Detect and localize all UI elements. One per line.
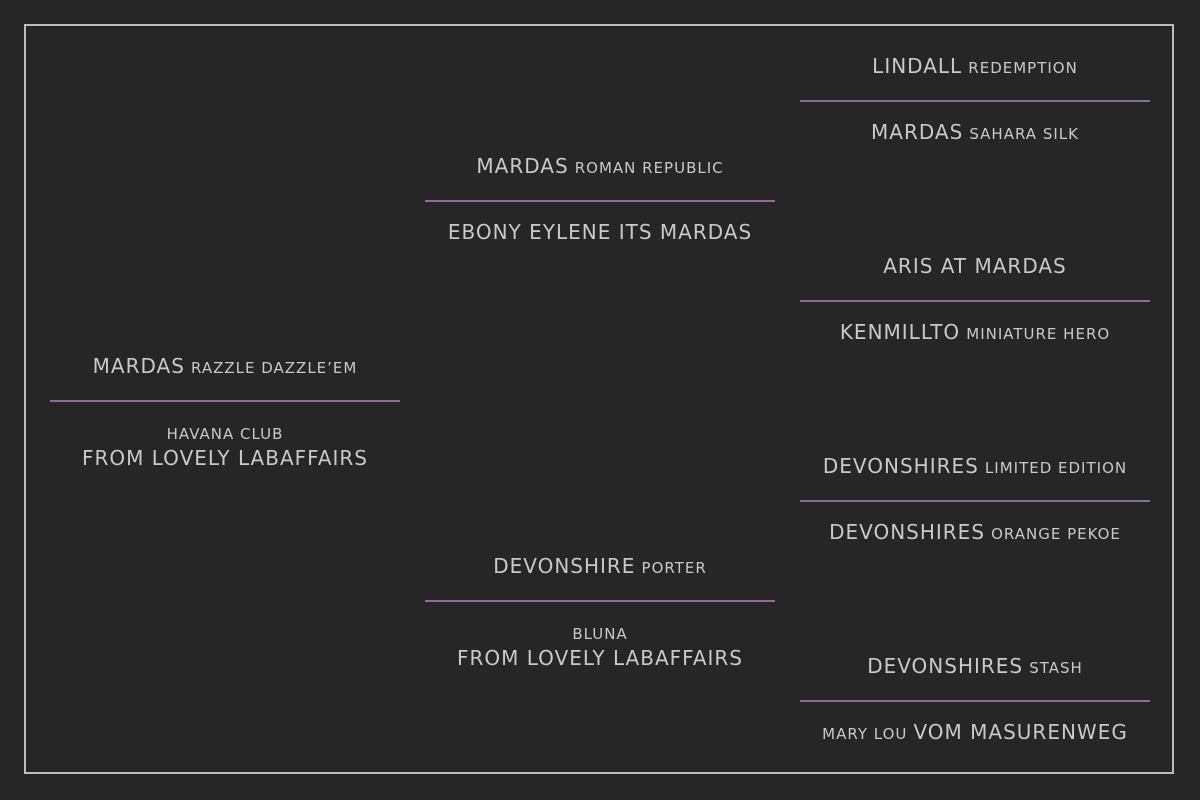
gp2-sire-name: [800, 254, 1150, 280]
gp4-sire-suffix: STASH: [1029, 659, 1083, 677]
subject-divider: [50, 400, 400, 402]
sire-side-dam-name: [425, 220, 775, 246]
dam-side-dam-line1: BLUNA: [572, 625, 628, 643]
gp2-divider: [800, 300, 1150, 302]
sire-side-sire-prefix: MARDAS: [476, 154, 569, 178]
gp4-sire-prefix: DEVONSHIRES: [867, 654, 1024, 678]
gp2-dam-suffix: MINIATURE HERO: [966, 325, 1111, 343]
gp2-dam-name: [800, 320, 1150, 346]
gp3-sire-name: [800, 454, 1150, 480]
subject-dam-line1: HAVANA CLUB: [166, 425, 284, 443]
gp1-sire-name: [800, 54, 1150, 80]
gp2-sire-prefix: ARIS AT MARDAS: [883, 254, 1067, 278]
gp4-sire-name: [800, 654, 1150, 680]
sire-side-divider: [425, 200, 775, 202]
subject-sire-prefix: MARDAS: [92, 354, 185, 378]
gp3-divider: [800, 500, 1150, 502]
gp3-dam-prefix: DEVONSHIRES: [829, 520, 986, 544]
gp3-dam-suffix: ORANGE PEKOE: [991, 525, 1121, 543]
gp3-sire-prefix: DEVONSHIRES: [822, 454, 979, 478]
dam-side-dam-name: [425, 622, 775, 670]
gp3-dam-name: [800, 520, 1150, 546]
gp4-dam-suffix: VOM MASURENWEG: [913, 720, 1128, 744]
sire-side-dam-prefix: EBONY EYLENE ITS MARDAS: [447, 220, 753, 244]
subject-dam-name: [50, 422, 400, 470]
subject-sire-name: [50, 354, 400, 380]
subject-sire-suffix: RAZZLE DAZZLE’EM: [191, 359, 358, 377]
subject-dam-line2: FROM LOVELY LABAFFAIRS: [82, 446, 368, 470]
gp3-sire-suffix: LIMITED EDITION: [984, 459, 1128, 477]
gp1-dam-suffix: SAHARA SILK: [969, 125, 1079, 143]
gp1-divider: [800, 100, 1150, 102]
gp1-dam-name: [800, 120, 1150, 146]
gp4-dam-prefix: MARY LOU: [822, 725, 908, 743]
gp1-sire-prefix: LINDALL: [872, 54, 963, 78]
dam-side-dam-line2: FROM LOVELY LABAFFAIRS: [457, 646, 743, 670]
gp1-sire-suffix: REDEMPTION: [968, 59, 1078, 77]
dam-side-sire-prefix: DEVONSHIRE: [493, 554, 636, 578]
dam-side-sire-name: [425, 554, 775, 580]
sire-side-sire-suffix: ROMAN REPUBLIC: [574, 159, 724, 177]
gp1-dam-prefix: MARDAS: [871, 120, 964, 144]
gp2-dam-prefix: KENMILLTO: [839, 320, 961, 344]
gp4-dam-name: [800, 720, 1150, 746]
sire-side-sire-name: [425, 154, 775, 180]
dam-side-sire-suffix: PORTER: [641, 559, 707, 577]
gp4-divider: [800, 700, 1150, 702]
dam-side-divider: [425, 600, 775, 602]
